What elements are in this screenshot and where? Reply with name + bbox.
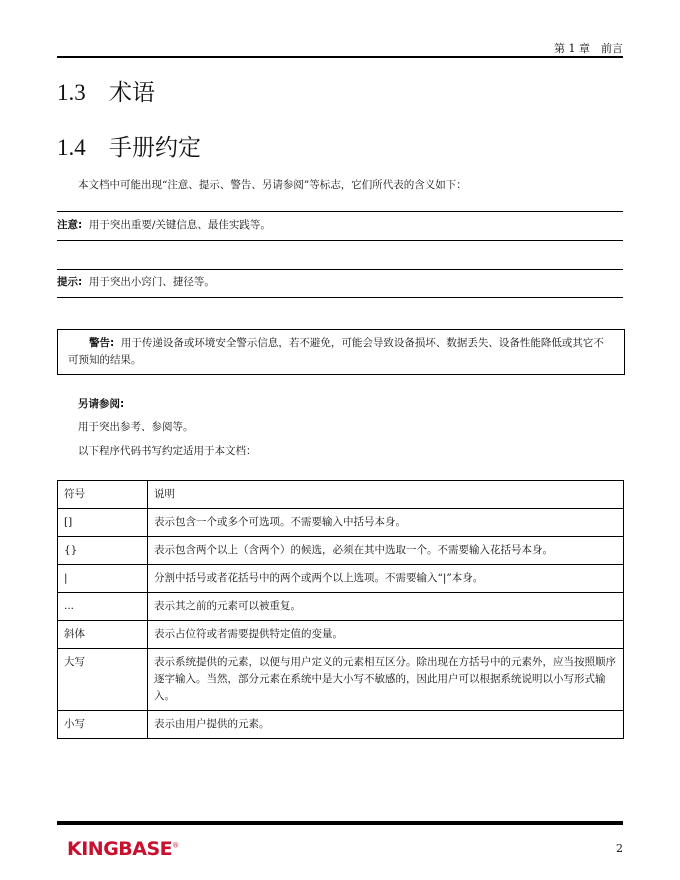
table-cell-description: 表示系统提供的元素，以便与用户定义的元素相互区分。除出现在方括号中的元素外，应当按照顺序逐字输入。当然，部分元素在系统中是大小写不敏感的，因此用户可以根据系统说明以小写形式输入。 — [148, 649, 624, 711]
section-number: 1.3 — [57, 80, 86, 105]
footer-rule — [57, 821, 623, 825]
note-text: 用于突出重要/关键信息、最佳实践等。 — [88, 219, 271, 231]
section-number: 1.4 — [57, 135, 86, 160]
section-title: 术语 — [109, 80, 155, 106]
table-header-cell: 符号 — [58, 481, 148, 509]
table-cell-symbol: [] — [58, 509, 148, 537]
table-cell-symbol: ... — [58, 593, 148, 621]
tip-bottom-rule — [57, 297, 623, 298]
table-cell-symbol: 小写 — [58, 711, 148, 739]
table-row — [58, 711, 624, 739]
note-top-rule — [57, 211, 623, 212]
note-bottom-rule — [57, 240, 623, 241]
tip — [57, 274, 623, 291]
running-header: 第 1 章 前言 — [554, 42, 623, 55]
intro-paragraph: 本文档中可能出现“注意、提示、警告、另请参阅”等标志，它们所代表的含义如下： — [78, 179, 467, 191]
table-header-row — [58, 481, 624, 509]
header-rule — [57, 56, 623, 58]
table-row — [58, 621, 624, 649]
table-cell-symbol: 大写 — [58, 649, 148, 711]
table-row — [58, 565, 624, 593]
note — [57, 217, 623, 234]
logo-text: KINGBASE — [67, 838, 173, 860]
table-row — [58, 593, 624, 621]
table-cell-description: 表示占位符或者需要提供特定值的变量。 — [148, 621, 624, 649]
tip-label: 提示: — [57, 276, 83, 288]
tip-top-rule — [57, 269, 623, 270]
table-cell-description: 表示包含两个以上（含两个）的候选，必须在其中选取一个。不需要输入花括号本身。 — [148, 537, 624, 565]
conventions-table — [57, 480, 624, 739]
table-header-cell: 说明 — [148, 481, 624, 509]
note-label: 注意: — [57, 219, 83, 231]
kingbase-logo: KINGBASE® — [67, 838, 179, 860]
table-cell-description: 表示包含一个或多个可选项。不需要输入中括号本身。 — [148, 509, 624, 537]
page-number: 2 — [616, 842, 623, 855]
table-row — [58, 509, 624, 537]
table-cell-symbol: {} — [58, 537, 148, 565]
section-heading-terms — [57, 74, 155, 107]
code-intro: 以下程序代码书写约定适用于本文档： — [78, 445, 257, 457]
warning-box — [57, 329, 625, 375]
table-cell-symbol: 斜体 — [58, 621, 148, 649]
tip-text: 用于突出小窍门、捷径等。 — [88, 276, 215, 288]
see-also-label — [78, 396, 644, 413]
warning-label: 警告: — [89, 337, 115, 349]
section-heading-conventions — [57, 129, 201, 162]
table-cell-description: 表示其之前的元素可以被重复。 — [148, 593, 624, 621]
table-cell-description: 分割中括号或者花括号中的两个或两个以上选项。不需要输入“|”本身。 — [148, 565, 624, 593]
section-title: 手册约定 — [109, 135, 201, 161]
see-also-label-text: 另请参阅: — [78, 398, 125, 410]
table-row — [58, 537, 624, 565]
table-cell-symbol: | — [58, 565, 148, 593]
see-also-text: 用于突出参考、参阅等。 — [78, 421, 194, 433]
table-row — [58, 649, 624, 711]
warning-text: 用于传递设备或环境安全警示信息，若不避免，可能会导致设备损坏、数据丢失、设备性能降低或其它不可预知的结果。 — [68, 337, 604, 366]
table-cell-description: 表示由用户提供的元素。 — [148, 711, 624, 739]
